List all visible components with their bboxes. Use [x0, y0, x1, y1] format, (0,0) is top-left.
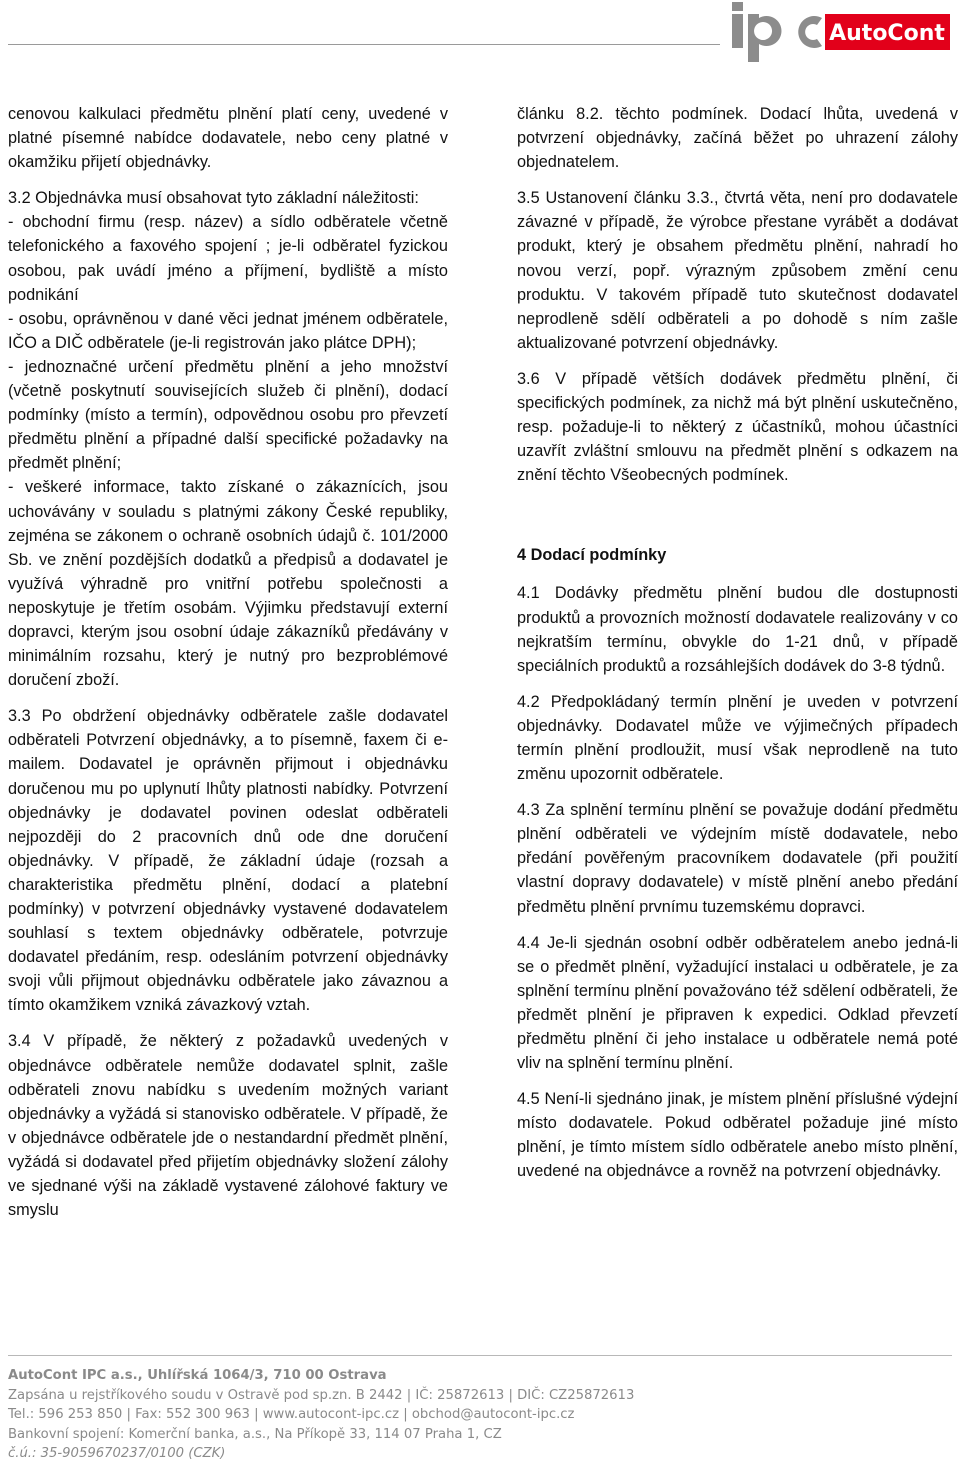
paragraph-3-2-item-subject: - jednoznačné určení předmětu plnění a jeho množství (včetně poskytnutí souvisejících služeb či plnění), dodací podmínky (místo a termín), odpovědnou osobu pro převzetí předmětu plnění a případné další specifické požadavky na předmět plnění; — [8, 357, 448, 473]
footer-account: č.ú.: 35-9059670237/0100 (CZK) — [8, 1446, 226, 1462]
footer-contacts: Tel.: 596 253 850 | Fax: 552 300 963 | www.autocont-ipc.cz | obchod@autocont-ipc.cz — [8, 1407, 575, 1423]
paragraph-price: cenovou kalkulaci předmětu plnění platí ceny, uvedené v platné písemné nabídce dodavatele, nebo ceny platné v okamžiku přijetí objednávky. — [8, 105, 448, 172]
footer-company: AutoCont IPC a.s., Uhlířská 1064/3, 710 00 Ostrava — [8, 1368, 387, 1383]
autocont-ipc-logo — [730, 0, 952, 64]
paragraph-3-2-item-person: - osobu, oprávněnou v dané věci jednat jménem odběratele, IČO a DIČ odběratele (je-li registrován jako plátce DPH); — [8, 309, 448, 352]
heading-gap — [517, 499, 958, 543]
brand-text: AutoCont — [829, 21, 945, 46]
ipc-mark — [732, 2, 822, 62]
paragraph-3-6: 3.6 V případě větších dodávek předmětu plnění, či specifických podmínek, za nichž má být plnění uskutečněno, resp. požaduje-li to některý z účastníků, mohou účastníci uzavřít zvláštní smlouvu na předmět plnění s odkazem na znění těchto Všeobecných podmínek. — [517, 369, 958, 485]
paragraph-3-2-intro: 3.2 Objednávka musí obsahovat tyto základní náležitosti: — [8, 189, 419, 208]
paragraph-4-5: 4.5 Není-li sjednáno jinak, je místem plnění příslušné výdejní místo dodavatele. Pokud odběratel požaduje jiné místo plnění, je tímto místem sídlo odběratele anebo místo plnění, uvedené na objednávce a rovněž na potvrzení objednávky. — [517, 1090, 958, 1181]
paragraph-4-2: 4.2 Předpokládaný termín plnění je uveden v potvrzení objednávky. Dodavatel může ve výjimečných případech termín plnění prodloužit, musí však neprodleně na tuto změnu upozornit odběratele. — [517, 692, 958, 784]
right-column — [517, 102, 958, 1196]
header-rule — [8, 44, 720, 45]
paragraph-3-5: 3.5 Ustanovení článku 3.3., čtvrtá věta, není pro dodavatele závazné v případě, že výrobce přestane vyrábět a dodávat produkt, který je obsahem předmětu plnění, nahradí ho novou verzí, popř. výrazným způsobem změní cenu produktu. V takovém případě tuto skutečnost dodavatel neprodleně sdělí odběrateli a po dohodě s ním zašle aktualizované potvrzení objednávky. — [517, 189, 958, 352]
paragraph-4-1: 4.1 Dodávky předmětu plnění budou dle dostupnosti produktů a provozních možností dodavatele realizovány v co nejkratším termínu, obvykle do 1-21 dnů, v případě speciálních produktů a rozsáhlejších dodávek do 3-8 týdnů. — [517, 584, 958, 675]
paragraph-continued: článku 8.2. těchto podmínek. Dodací lhůta, uvedená v potvrzení objednávky, začíná běžet po uhrazení zálohy objednatelem. — [517, 105, 958, 172]
paragraph-4-3: 4.3 Za splnění termínu plnění se považuje dodání předmětu plnění odběrateli ve výdejním místě dodavatele, nebo předání pověřeným pracovníkem dodavatele (při použití vlastní dopravy dodavatele) v místě plnění anebo předání předmětu plnění prvnímu tuzemskému dopravci. — [517, 801, 958, 916]
section-heading-dodaci-podminky: 4 Dodací podmínky — [517, 546, 667, 565]
footer — [8, 1366, 952, 1464]
paragraph-3-3: 3.3 Po obdržení objednávky odběratele zašle dodavatel odběrateli Potvrzení objednávky, a to písemně, faxem či e-mailem. Dodavatel je oprávněn přijmout i objednávku doručenou mu po uplynutí lhůty platnosti nabídky. Potvrzení objednávky je dodavatel povinen odeslat odběrateli nejpozději do 2 pracovních dnů ode dne doručení objednávky. V případě, že základní údaje (rozsah a charakteristika předmětu plnění, dodací a platební podmínky) v potvrzení objednávky vystavené dodavatelem souhlasí s textem objednávky odběratele, potvrzuje dodavatel předáním, resp. odesláním potvrzení objednávky svoji vůli přijmout objednávku odběratele jako závaznou a tímto okamžikem vzniká závazkový vztah. — [8, 707, 448, 1015]
footer-register: Zapsána u rejstříkového soudu v Ostravě pod sp.zn. B 2442 | IČ: 25872613 | DIČ: CZ25872613 — [8, 1387, 635, 1403]
footer-bank: Bankovní spojení: Komerční banka, a.s., Na Příkopě 33, 114 07 Praha 1, CZ — [8, 1426, 502, 1442]
paragraph-4-4: 4.4 Je-li sjednán osobní odběr odběratelem anebo jedná-li se o předmět plnění, vyžadující instalaci u odběratele, je za splnění termínu plnění považováno též sdělení odběrateli, že předmět plnění je připraven k expedici. Odklad převzetí předmětu plnění či jeho instalace u odběratele nemá poté vliv na splnění termínu plnění. — [517, 933, 958, 1073]
paragraph-3-2-item-privacy: - veškeré informace, takto získané o zákaznících, jsou uchovávány v souladu s platnými zákony České republiky, zejména se zákonem o ochraně osobních údajů č. 101/2000 Sb. ve znění pozdějších dodatků a předpisů a dodavatel je využívá výhradně pro vnitřní potřebu společnosti a neposkytuje je třetím osobám. Výjimku představují externí dopravci, kterým jsou osobní údaje zákazníků předávány v minimálním rozsahu, který je nutný pro bezproblémové doručení zboží. — [8, 478, 448, 690]
paragraph-3-2-item-company: - obchodní firmu (resp. název) a sídlo odběratele včetně telefonického a faxového spojení ; je-li odběratel fyzickou osobou, pak uvádí jméno a příjmení, bydliště a místo podnikání — [8, 213, 448, 304]
footer-rule — [8, 1355, 952, 1356]
paragraph-3-4: 3.4 V případě, že některý z požadavků uvedených v objednávce odběratele nemůže dodavatel splnit, zašle odběrateli znovu nabídku s uvedením možných variant objednávky a vyžádá si stanovisko odběratele. V případě, že v objednávce odběratele jde o nestandardní předmět plnění, vyžádá si dodavatel před přijetím objednávky složení zálohy ve sjednané výši na základě vystavené zálohové faktury ve smyslu — [8, 1032, 448, 1220]
left-column — [8, 102, 448, 1234]
